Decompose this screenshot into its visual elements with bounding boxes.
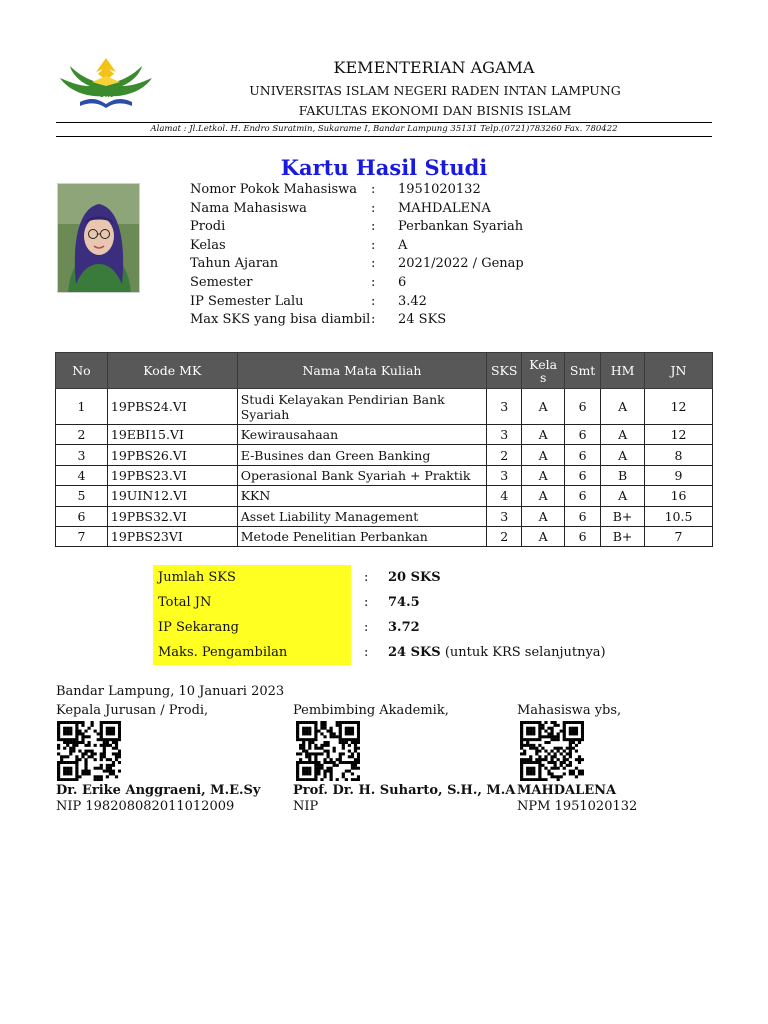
info-label: Prodi bbox=[190, 219, 226, 235]
cell-nama-mk: Metode Penelitian Perbankan bbox=[237, 526, 486, 546]
logo-text: UIN bbox=[98, 91, 114, 99]
summary-value-wrap bbox=[388, 640, 606, 665]
cell-kelas: A bbox=[522, 445, 565, 465]
university-name: UNIVERSITAS ISLAM NEGERI RADEN INTAN LAMPUNG bbox=[249, 83, 621, 98]
info-colon: : bbox=[371, 182, 376, 197]
cell-kode-mk: 19UIN12.VI bbox=[107, 486, 237, 506]
mhs-role: Mahasiswa ybs, bbox=[517, 703, 622, 718]
cell-sks: 2 bbox=[487, 526, 522, 546]
cell-nama-mk: Kewirausahaan bbox=[237, 425, 486, 445]
summary-colon: : bbox=[364, 620, 369, 635]
cell-no: 6 bbox=[56, 506, 108, 526]
student-photo bbox=[57, 183, 140, 293]
cell-smt: 6 bbox=[565, 465, 601, 485]
column-header-sks: SKS bbox=[487, 353, 522, 389]
summary-value-wrap bbox=[388, 590, 420, 615]
header-divider-bottom bbox=[56, 136, 712, 137]
cell-no: 1 bbox=[56, 389, 108, 425]
info-label: Kelas bbox=[190, 237, 226, 253]
cell-smt: 6 bbox=[565, 445, 601, 465]
pa-role: Pembimbing Akademik, bbox=[293, 703, 449, 718]
cell-kelas: A bbox=[522, 389, 565, 425]
cell-jn: 7 bbox=[645, 526, 713, 546]
header-divider-top bbox=[56, 122, 712, 123]
cell-no: 4 bbox=[56, 465, 108, 485]
address-line: Alamat : Jl.Letkol. H. Endro Suratmin, Sukarame I, Bandar Lampung 35131 Telp.(0721)783260 Fax. 780422 bbox=[150, 124, 618, 134]
cell-kode-mk: 19PBS23.VI bbox=[107, 465, 237, 485]
table-row bbox=[56, 389, 713, 425]
mhs-name: MAHDALENA bbox=[517, 783, 617, 798]
table-row bbox=[56, 425, 713, 445]
cell-smt: 6 bbox=[565, 506, 601, 526]
cell-hm: B+ bbox=[601, 506, 645, 526]
cell-sks: 3 bbox=[487, 506, 522, 526]
info-colon: : bbox=[371, 274, 376, 290]
info-colon: : bbox=[371, 293, 376, 309]
info-colon: : bbox=[371, 219, 376, 235]
column-header-smt: Smt bbox=[565, 353, 601, 389]
summary-label: IP Sekarang bbox=[153, 615, 351, 640]
info-colon: : bbox=[371, 256, 376, 272]
info-value: A bbox=[398, 237, 408, 253]
info-label: Max SKS yang bisa diambil bbox=[190, 312, 371, 328]
pa-nip: NIP bbox=[293, 799, 319, 814]
cell-sks: 3 bbox=[487, 389, 522, 425]
info-colon: : bbox=[371, 312, 376, 328]
cell-jn: 12 bbox=[645, 425, 713, 445]
cell-kelas: A bbox=[522, 506, 565, 526]
summary-label: Jumlah SKS bbox=[153, 565, 351, 590]
cell-kode-mk: 19PBS26.VI bbox=[107, 445, 237, 465]
document-title: Kartu Hasil Studi bbox=[280, 155, 488, 180]
table-row bbox=[56, 445, 713, 465]
summary-value: 74.5 bbox=[388, 595, 420, 610]
info-value: MAHDALENA bbox=[398, 200, 491, 216]
mhs-npm: NPM 1951020132 bbox=[517, 799, 638, 814]
cell-nama-mk: Asset Liability Management bbox=[237, 506, 486, 526]
cell-hm: A bbox=[601, 425, 645, 445]
kajur-qr-code-icon bbox=[57, 721, 121, 781]
column-header-hm: HM bbox=[601, 353, 645, 389]
summary-value: 3.72 bbox=[388, 620, 420, 635]
summary-colon: : bbox=[364, 645, 369, 660]
place-date: Bandar Lampung, 10 Januari 2023 bbox=[56, 684, 285, 699]
cell-sks: 2 bbox=[487, 445, 522, 465]
cell-sks: 3 bbox=[487, 425, 522, 445]
info-colon: : bbox=[371, 200, 376, 216]
cell-kode-mk: 19EBI15.VI bbox=[107, 425, 237, 445]
cell-sks: 4 bbox=[487, 486, 522, 506]
summary-value-wrap bbox=[388, 565, 441, 590]
kelas-header-part2: s bbox=[539, 369, 547, 385]
summary-value-wrap bbox=[388, 615, 420, 640]
summary-value: 20 SKS bbox=[388, 570, 441, 585]
table-row bbox=[56, 465, 713, 485]
mhs-qr-code-icon bbox=[520, 721, 584, 781]
cell-nama-mk: Studi Kelayakan Pendirian Bank Syariah bbox=[237, 389, 486, 425]
cell-jn: 10.5 bbox=[645, 506, 713, 526]
info-colon: : bbox=[371, 237, 376, 253]
kelas-header-part1: Kela bbox=[529, 356, 558, 372]
cell-hm: B bbox=[601, 465, 645, 485]
cell-kode-mk: 19PBS23VI bbox=[107, 526, 237, 546]
info-label: Nomor Pokok Mahasiswa bbox=[190, 182, 358, 197]
course-table bbox=[55, 352, 713, 547]
cell-nama-mk: Operasional Bank Syariah + Praktik bbox=[237, 465, 486, 485]
info-label: Nama Mahasiswa bbox=[190, 200, 307, 216]
summary-colon: : bbox=[364, 595, 369, 610]
cell-jn: 16 bbox=[645, 486, 713, 506]
summary-label: Maks. Pengambilan bbox=[153, 640, 351, 665]
cell-kelas: A bbox=[522, 425, 565, 445]
cell-smt: 6 bbox=[565, 526, 601, 546]
column-header-nama-mk: Nama Mata Kuliah bbox=[237, 353, 486, 389]
pa-name: Prof. Dr. H. Suharto, S.H., M.A bbox=[293, 783, 516, 798]
table-row bbox=[56, 526, 713, 546]
cell-kode-mk: 19PBS32.VI bbox=[107, 506, 237, 526]
cell-kelas: A bbox=[522, 465, 565, 485]
info-label: Semester bbox=[190, 274, 253, 290]
cell-hm: A bbox=[601, 445, 645, 465]
summary-value: 24 SKS bbox=[388, 645, 441, 660]
column-header-kelas bbox=[522, 353, 565, 389]
info-value: 3.42 bbox=[398, 293, 427, 309]
cell-smt: 6 bbox=[565, 486, 601, 506]
cell-no: 7 bbox=[56, 526, 108, 546]
table-row bbox=[56, 506, 713, 526]
cell-nama-mk: KKN bbox=[237, 486, 486, 506]
cell-smt: 6 bbox=[565, 389, 601, 425]
cell-jn: 9 bbox=[645, 465, 713, 485]
table-row bbox=[56, 486, 713, 506]
info-label: Tahun Ajaran bbox=[190, 256, 279, 272]
pa-qr-code-icon bbox=[296, 721, 360, 781]
info-value: 6 bbox=[398, 274, 407, 290]
column-header-jn: JN bbox=[645, 353, 713, 389]
cell-kelas: A bbox=[522, 526, 565, 546]
table-header-row bbox=[56, 353, 713, 389]
cell-kelas: A bbox=[522, 486, 565, 506]
kajur-name: Dr. Erike Anggraeni, M.E.Sy bbox=[56, 783, 261, 798]
info-value: Perbankan Syariah bbox=[398, 219, 524, 235]
info-value: 2021/2022 / Genap bbox=[398, 256, 524, 272]
cell-kode-mk: 19PBS24.VI bbox=[107, 389, 237, 425]
ministry-name: KEMENTERIAN AGAMA bbox=[333, 58, 535, 77]
cell-no: 5 bbox=[56, 486, 108, 506]
cell-jn: 12 bbox=[645, 389, 713, 425]
student-photo-icon bbox=[58, 184, 140, 293]
cell-nama-mk: E-Busines dan Green Banking bbox=[237, 445, 486, 465]
summary-colon: : bbox=[364, 570, 369, 585]
cell-no: 3 bbox=[56, 445, 108, 465]
info-value: 24 SKS bbox=[398, 312, 447, 328]
kajur-nip: NIP 198208082011012009 bbox=[56, 799, 235, 814]
kajur-role: Kepala Jurusan / Prodi, bbox=[56, 703, 209, 718]
column-header-no: No bbox=[56, 353, 108, 389]
cell-sks: 3 bbox=[487, 465, 522, 485]
info-value: 1951020132 bbox=[398, 182, 481, 197]
info-label: IP Semester Lalu bbox=[190, 293, 304, 309]
cell-hm: A bbox=[601, 486, 645, 506]
cell-smt: 6 bbox=[565, 425, 601, 445]
cell-hm: B+ bbox=[601, 526, 645, 546]
column-header-kode-mk: Kode MK bbox=[107, 353, 237, 389]
summary-label: Total JN bbox=[153, 590, 351, 615]
faculty-name: FAKULTAS EKONOMI DAN BISNIS ISLAM bbox=[298, 103, 572, 118]
cell-jn: 8 bbox=[645, 445, 713, 465]
cell-no: 2 bbox=[56, 425, 108, 445]
summary-note: (untuk KRS selanjutnya) bbox=[440, 645, 606, 660]
cell-hm: A bbox=[601, 389, 645, 425]
